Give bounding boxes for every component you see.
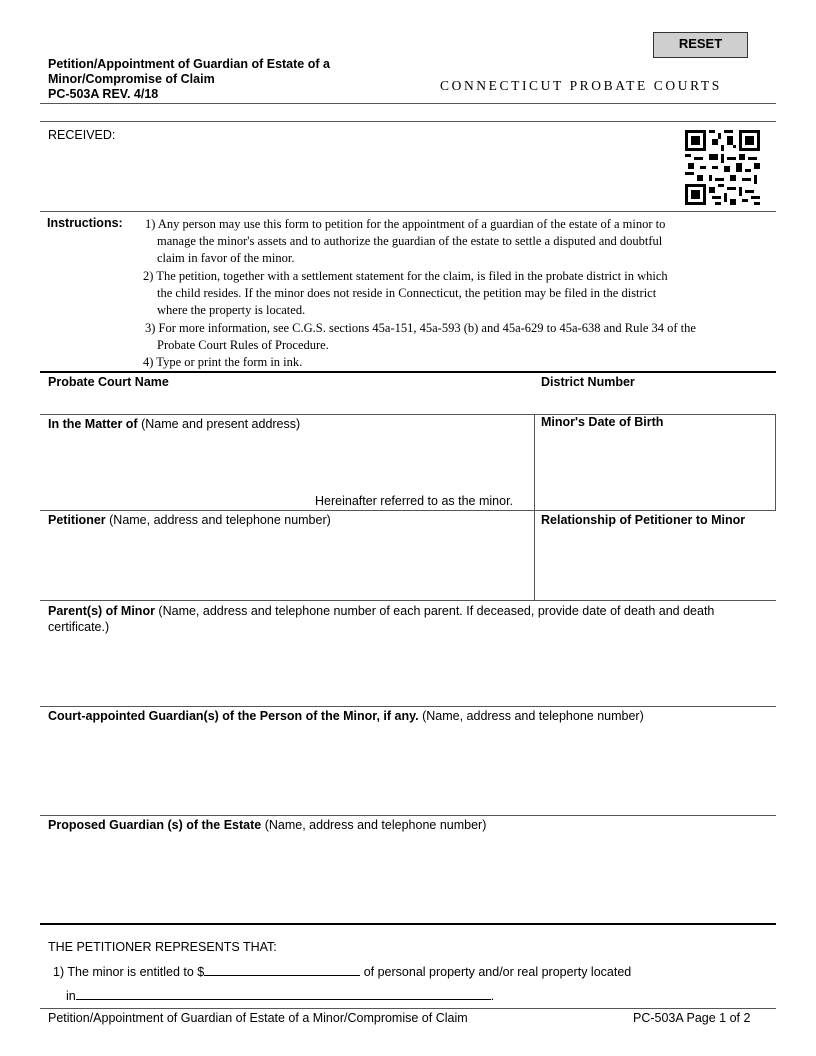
court-name: CONNECTICUT PROBATE COURTS — [440, 78, 722, 93]
petitioner-label — [48, 513, 331, 527]
court-guardian-label — [48, 709, 644, 723]
petitioner-label-rest: (Name, address and telephone number) — [105, 513, 331, 527]
instructions-label: Instructions: — [47, 216, 123, 230]
represents-item-1-location — [66, 988, 494, 1003]
represents-item-1-text-b: of personal property and/or real property located — [360, 965, 632, 979]
parents-label-rest2: certificate.) — [48, 620, 110, 634]
received-label: RECEIVED: — [48, 128, 116, 142]
district-number-label: District Number — [541, 375, 635, 389]
represents-item-1 — [53, 964, 631, 979]
relationship-label: Relationship of Petitioner to Minor — [541, 513, 746, 527]
section-divider — [40, 371, 776, 373]
proposed-guardian-input[interactable] — [48, 835, 768, 919]
reset-button[interactable]: RESET — [653, 32, 748, 58]
footer-title: Petition/Appointment of Guardian of Estate of a Minor/Compromise of Claim — [48, 1011, 468, 1025]
column-divider — [534, 414, 535, 600]
dob-box-right-edge — [775, 414, 776, 510]
section-divider — [40, 923, 776, 925]
court-guardian-label-rest: (Name, address and telephone number) — [418, 709, 644, 723]
minor-dob-label: Minor's Date of Birth — [541, 415, 664, 429]
amount-input[interactable] — [204, 964, 360, 976]
instruction-line: 1) Any person may use this form to petition for the appointment of a guardian of the estate of a minor to — [145, 217, 666, 231]
proposed-guardian-label-rest: (Name, address and telephone number) — [261, 818, 487, 832]
district-number-input[interactable] — [541, 390, 771, 412]
in-matter-input[interactable] — [48, 434, 528, 492]
parents-label — [48, 603, 768, 635]
in-matter-label-bold: In the Matter of — [48, 417, 138, 431]
instruction-line: 3) For more information, see C.G.S. sections 45a-151, 45a-593 (b) and 45a-629 to 45a-638 and Rule 34 of the — [145, 321, 696, 335]
court-guardian-input[interactable] — [48, 726, 768, 810]
header-divider — [40, 103, 776, 104]
divider — [40, 600, 776, 601]
instructions-top-divider — [40, 211, 776, 212]
received-top-divider — [40, 121, 776, 122]
hereinafter-text: Hereinafter referred to as the minor. — [315, 494, 514, 508]
court-guardian-label-bold: Court-appointed Guardian(s) of the Person of the Minor, if any. — [48, 709, 419, 723]
parents-label-bold: Parent(s) of Minor — [48, 604, 155, 618]
instruction-line: 4) Type or print the form in ink. — [143, 355, 303, 369]
petitioner-label-bold: Petitioner — [48, 513, 106, 527]
in-matter-label — [48, 417, 300, 431]
represents-item-1-text: 1) The minor is entitled to $ — [53, 965, 205, 979]
parents-input[interactable] — [48, 638, 768, 702]
instruction-line: where the property is located. — [157, 303, 306, 317]
instruction-line: Probate Court Rules of Procedure. — [157, 338, 329, 352]
probate-court-name-input[interactable] — [48, 390, 528, 412]
in-matter-label-rest: (Name and present address) — [137, 417, 301, 431]
divider — [40, 510, 776, 511]
qr-code — [685, 130, 760, 205]
form-title — [48, 57, 368, 102]
minor-dob-input[interactable] — [541, 432, 771, 506]
probate-court-name-label: Probate Court Name — [48, 375, 169, 389]
relationship-input[interactable] — [541, 530, 771, 596]
form-title-line2: Minor/Compromise of Claim — [48, 72, 215, 86]
instruction-line: the child resides. If the minor does not reside in Connecticut, the petition may be filed in the district — [157, 286, 657, 300]
location-input[interactable] — [76, 988, 491, 1000]
footer-divider — [40, 1008, 776, 1009]
divider — [40, 414, 776, 415]
petitioner-input[interactable] — [48, 530, 528, 596]
divider — [40, 706, 776, 707]
form-id: PC-503A REV. 4/18 — [48, 87, 159, 101]
represents-heading: THE PETITIONER REPRESENTS THAT: — [48, 940, 277, 954]
parents-label-rest: (Name, address and telephone number of each parent. If deceased, provide date of death and death — [154, 604, 715, 618]
instruction-line: manage the minor's assets and to authorize the guardian of the estate to settle a disputed and doubtful — [157, 234, 663, 248]
divider — [40, 815, 776, 816]
form-title-line1: Petition/Appointment of Guardian of Estate of a — [48, 57, 330, 71]
proposed-guardian-label-bold: Proposed Guardian (s) of the Estate — [48, 818, 262, 832]
location-end: . — [490, 989, 495, 1003]
footer-page: PC-503A Page 1 of 2 — [633, 1011, 751, 1025]
instruction-line: 2) The petition, together with a settlement statement for the claim, is filed in the probate district in which — [143, 269, 668, 283]
proposed-guardian-label — [48, 818, 486, 832]
instruction-line: claim in favor of the minor. — [157, 251, 295, 265]
location-in-label: in — [66, 989, 76, 1003]
